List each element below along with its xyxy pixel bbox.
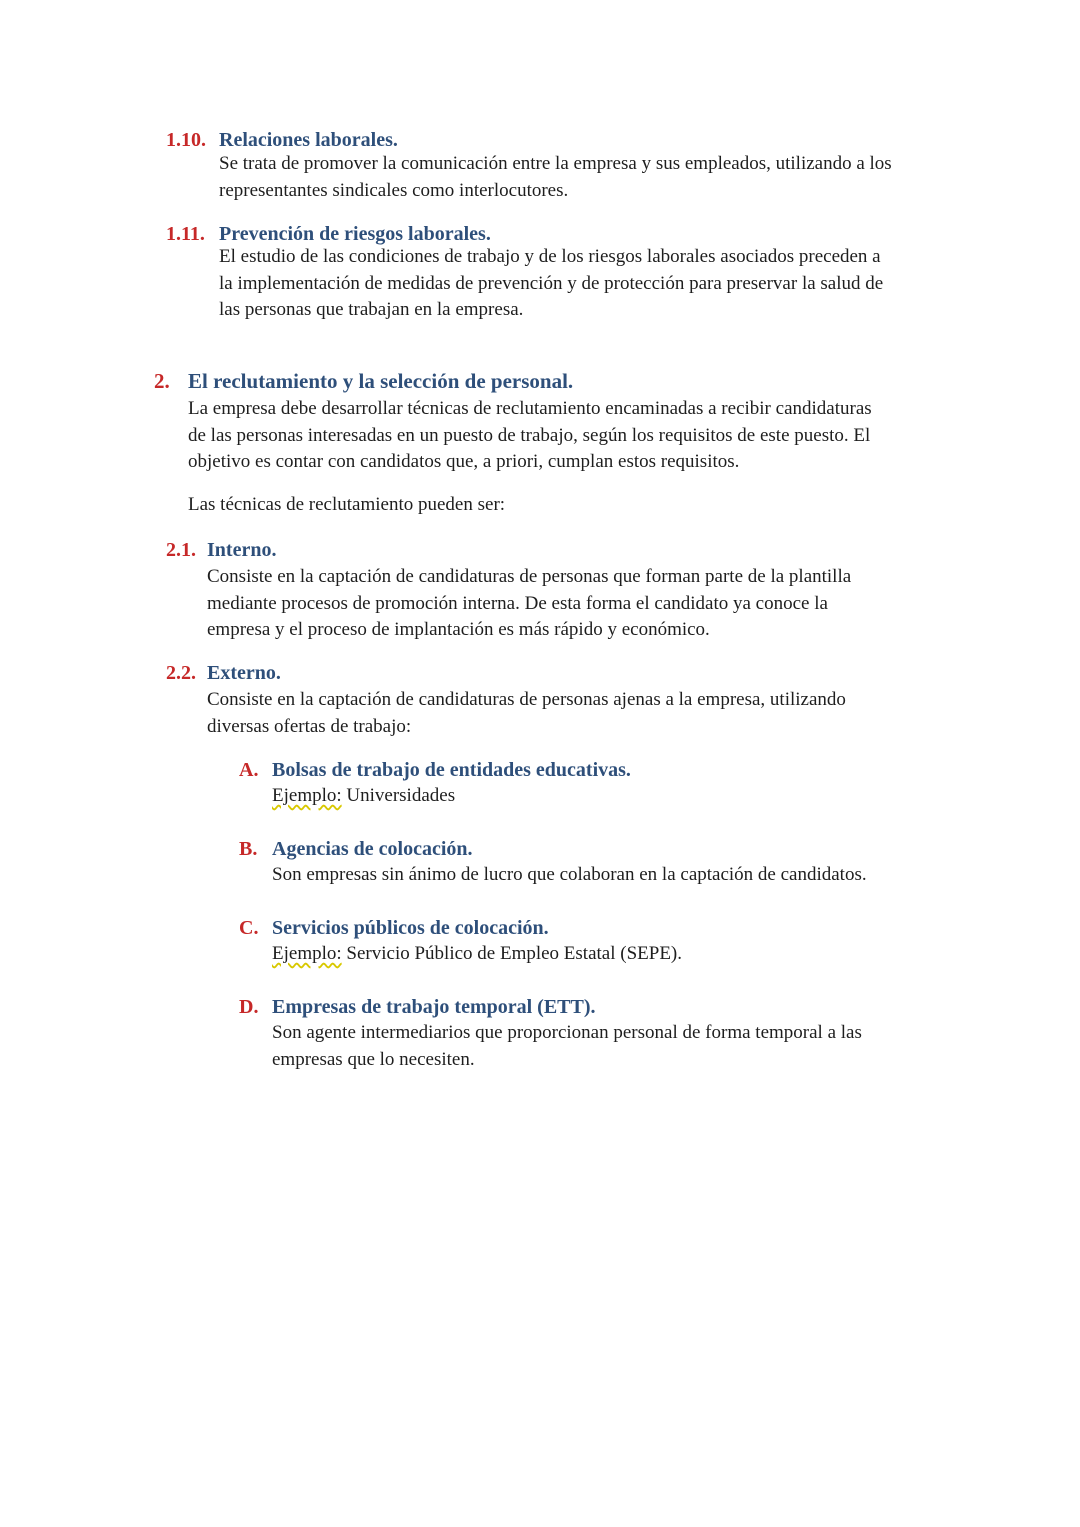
text-line: representantes sindicales como interlocutores.: [219, 179, 569, 201]
example-item-c: [272, 941, 682, 968]
item-title: Servicios públicos de colocación.: [272, 917, 549, 939]
paragraph-1-11: [219, 244, 883, 324]
text-line: empresas que lo necesiten.: [272, 1048, 475, 1070]
section-title: Externo.: [207, 662, 281, 684]
text-line: mediante procesos de promoción interna. De esta forma el candidato ya conoce la: [207, 592, 828, 614]
paragraph-intro: Las técnicas de reclutamiento pueden ser:: [188, 494, 506, 515]
heading-item-d: [239, 995, 596, 1019]
example-text: Universidades: [341, 785, 456, 806]
text-line: la implementación de medidas de prevención y de protección para preservar la salud de: [219, 272, 884, 294]
text-line: de las personas interesadas en un puesto de trabajo, según los requisitos de este puesto. El: [188, 424, 871, 446]
text-line: Son agente intermediarios que proporcionan personal de forma temporal a las: [272, 1022, 862, 1043]
item-letter: C.: [239, 917, 259, 939]
text-line: La empresa debe desarrollar técnicas de reclutamiento encaminadas a recibir candidaturas: [188, 398, 872, 419]
heading-1-10: [166, 128, 398, 152]
section-number: 1.10.: [166, 129, 206, 151]
paragraph-1-10: [219, 151, 892, 204]
item-letter: B.: [239, 838, 258, 860]
paragraph-item-d: [272, 1020, 862, 1073]
text-line: El estudio de las condiciones de trabajo y de los riesgos laborales asociados preceden a: [219, 246, 881, 267]
section-title: El reclutamiento y la selección de personal.: [188, 369, 574, 393]
example-label: Ejemplo:: [272, 943, 342, 964]
section-title: Prevención de riesgos laborales.: [219, 223, 491, 245]
section-number: 2.1.: [166, 539, 196, 561]
heading-2-2: [166, 661, 281, 685]
text-line: Consiste en la captación de candidaturas de personas que forman parte de la plantilla: [207, 566, 852, 587]
example-item-a: [272, 783, 455, 810]
example-text: Servicio Público de Empleo Estatal (SEPE).: [341, 943, 683, 964]
text-line: Se trata de promover la comunicación entre la empresa y sus empleados, utilizando a los: [219, 153, 892, 174]
item-title: Bolsas de trabajo de entidades educativas.: [272, 759, 631, 781]
example-label: Ejemplo:: [272, 785, 342, 806]
text-line: objetivo es contar con candidatos que, a priori, cumplan estos requisitos.: [188, 451, 740, 472]
section-number: 2.: [154, 369, 170, 393]
text-line: empresa y el proceso de implantación es más rápido y económico.: [207, 619, 710, 640]
heading-2-1: [166, 538, 276, 562]
text-line: diversas ofertas de trabajo:: [207, 715, 412, 737]
paragraph-2-2: [207, 687, 846, 740]
section-title: Interno.: [207, 539, 277, 561]
paragraph-item-b: Son empresas sin ánimo de lucro que colaboran en la captación de candidatos.: [272, 864, 867, 885]
section-number: 2.2.: [166, 662, 196, 684]
heading-item-c: [239, 916, 549, 940]
heading-item-a: [239, 758, 631, 782]
text-line: Consiste en la captación de candidaturas de personas ajenas a la empresa, utilizando: [207, 689, 846, 710]
heading-2: [154, 368, 573, 394]
text-line: las personas que trabajan en la empresa.: [219, 299, 524, 320]
item-title: Empresas de trabajo temporal (ETT).: [272, 996, 596, 1018]
paragraph-2-1: [207, 564, 851, 644]
paragraph-2: [188, 396, 872, 476]
item-letter: A.: [239, 759, 259, 781]
heading-1-11: [166, 222, 491, 246]
section-number: 1.11.: [166, 223, 205, 245]
section-title: Relaciones laborales.: [219, 129, 398, 151]
item-letter: D.: [239, 996, 259, 1018]
heading-item-b: [239, 837, 473, 861]
item-title: Agencias de colocación.: [272, 838, 473, 860]
